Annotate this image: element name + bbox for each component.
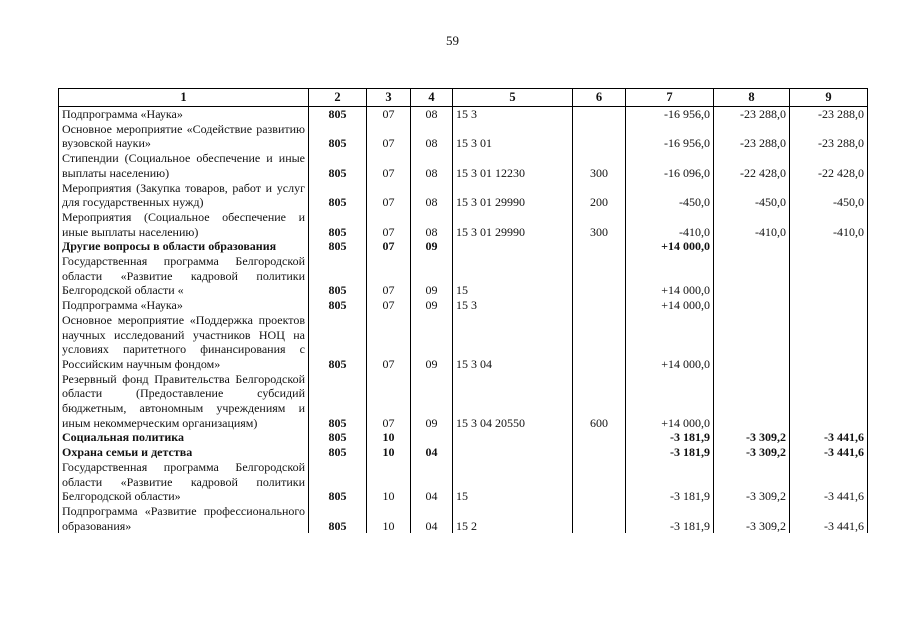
admin-code-cell: 805 bbox=[309, 239, 367, 254]
row-name-cell: Государственная программа Белгородской области «Развитие кадровой политики Белгородской области» bbox=[59, 460, 309, 504]
target-article-cell: 15 3 01 12230 bbox=[453, 151, 573, 180]
amount-year3-cell: -22 428,0 bbox=[790, 151, 868, 180]
amount-year2-cell: -3 309,2 bbox=[714, 445, 790, 460]
row-name-cell: Подпрограмма «Развитие профессионального образования» bbox=[59, 504, 309, 533]
expense-type-cell bbox=[573, 313, 626, 372]
table-row bbox=[59, 430, 868, 445]
amount-year1-cell: +14 000,0 bbox=[626, 372, 714, 431]
expense-type-cell bbox=[573, 445, 626, 460]
section-code-cell: 07 bbox=[367, 298, 411, 313]
header-cell: 1 bbox=[59, 89, 309, 107]
row-name-cell: Другие вопросы в области образования bbox=[59, 239, 309, 254]
section-code-cell: 10 bbox=[367, 504, 411, 533]
amount-year3-cell: -3 441,6 bbox=[790, 445, 868, 460]
table-row bbox=[59, 372, 868, 431]
table-row bbox=[59, 122, 868, 151]
subsection-code-cell: 08 bbox=[411, 181, 453, 210]
amount-year3-cell bbox=[790, 372, 868, 431]
table-row bbox=[59, 460, 868, 504]
table-header-row bbox=[59, 89, 868, 107]
section-code-cell: 07 bbox=[367, 122, 411, 151]
subsection-code-cell: 08 bbox=[411, 210, 453, 239]
section-code-cell: 10 bbox=[367, 430, 411, 445]
row-name-cell: Основное мероприятие «Содействие развитию вузовской науки» bbox=[59, 122, 309, 151]
amount-year1-cell: +14 000,0 bbox=[626, 298, 714, 313]
target-article-cell: 15 3 01 bbox=[453, 122, 573, 151]
admin-code-cell: 805 bbox=[309, 504, 367, 533]
row-name-cell: Социальная политика bbox=[59, 430, 309, 445]
amount-year1-cell: -410,0 bbox=[626, 210, 714, 239]
subsection-code-cell: 09 bbox=[411, 254, 453, 298]
table-row bbox=[59, 107, 868, 122]
subsection-code-cell: 04 bbox=[411, 445, 453, 460]
header-cell: 4 bbox=[411, 89, 453, 107]
amount-year1-cell: -16 956,0 bbox=[626, 122, 714, 151]
amount-year2-cell bbox=[714, 239, 790, 254]
row-name-cell: Государственная программа Белгородской области «Развитие кадровой политики Белгородской области « bbox=[59, 254, 309, 298]
amount-year2-cell: -3 309,2 bbox=[714, 430, 790, 445]
subsection-code-cell: 08 bbox=[411, 107, 453, 122]
target-article-cell bbox=[453, 430, 573, 445]
amount-year2-cell bbox=[714, 254, 790, 298]
admin-code-cell: 805 bbox=[309, 430, 367, 445]
admin-code-cell: 805 bbox=[309, 460, 367, 504]
admin-code-cell: 805 bbox=[309, 122, 367, 151]
header-cell: 3 bbox=[367, 89, 411, 107]
admin-code-cell: 805 bbox=[309, 445, 367, 460]
header-cell: 2 bbox=[309, 89, 367, 107]
table-row bbox=[59, 504, 868, 533]
expense-type-cell: 200 bbox=[573, 181, 626, 210]
target-article-cell: 15 3 01 29990 bbox=[453, 181, 573, 210]
admin-code-cell: 805 bbox=[309, 210, 367, 239]
budget-table bbox=[58, 88, 868, 533]
expense-type-cell bbox=[573, 298, 626, 313]
subsection-code-cell: 08 bbox=[411, 151, 453, 180]
amount-year1-cell: -16 956,0 bbox=[626, 107, 714, 122]
subsection-code-cell: 09 bbox=[411, 372, 453, 431]
amount-year1-cell: +14 000,0 bbox=[626, 254, 714, 298]
admin-code-cell: 805 bbox=[309, 372, 367, 431]
table-row bbox=[59, 313, 868, 372]
amount-year1-cell: -3 181,9 bbox=[626, 504, 714, 533]
subsection-code-cell: 08 bbox=[411, 122, 453, 151]
target-article-cell bbox=[453, 445, 573, 460]
subsection-code-cell: 09 bbox=[411, 298, 453, 313]
subsection-code-cell: 09 bbox=[411, 239, 453, 254]
expense-type-cell: 300 bbox=[573, 210, 626, 239]
target-article-cell: 15 3 04 20550 bbox=[453, 372, 573, 431]
admin-code-cell: 805 bbox=[309, 107, 367, 122]
expense-type-cell bbox=[573, 122, 626, 151]
amount-year1-cell: -3 181,9 bbox=[626, 445, 714, 460]
header-cell: 6 bbox=[573, 89, 626, 107]
target-article-cell: 15 bbox=[453, 460, 573, 504]
amount-year1-cell: -16 096,0 bbox=[626, 151, 714, 180]
amount-year3-cell: -23 288,0 bbox=[790, 122, 868, 151]
amount-year2-cell: -410,0 bbox=[714, 210, 790, 239]
expense-type-cell bbox=[573, 460, 626, 504]
header-cell: 5 bbox=[453, 89, 573, 107]
table-row bbox=[59, 445, 868, 460]
amount-year2-cell: -23 288,0 bbox=[714, 122, 790, 151]
row-name-cell: Мероприятия (Социальное обеспечение и иные выплаты населению) bbox=[59, 210, 309, 239]
subsection-code-cell: 09 bbox=[411, 313, 453, 372]
page-number: 59 bbox=[446, 33, 459, 48]
amount-year1-cell: +14 000,0 bbox=[626, 313, 714, 372]
section-code-cell: 07 bbox=[367, 181, 411, 210]
table-row bbox=[59, 210, 868, 239]
admin-code-cell: 805 bbox=[309, 313, 367, 372]
row-name-cell: Стипендии (Социальное обеспечение и иные выплаты населению) bbox=[59, 151, 309, 180]
amount-year3-cell bbox=[790, 298, 868, 313]
amount-year1-cell: -3 181,9 bbox=[626, 430, 714, 445]
amount-year3-cell: -3 441,6 bbox=[790, 430, 868, 445]
amount-year2-cell bbox=[714, 313, 790, 372]
section-code-cell: 07 bbox=[367, 151, 411, 180]
amount-year3-cell: -3 441,6 bbox=[790, 460, 868, 504]
amount-year3-cell bbox=[790, 313, 868, 372]
amount-year2-cell: -3 309,2 bbox=[714, 504, 790, 533]
section-code-cell: 07 bbox=[367, 239, 411, 254]
amount-year2-cell bbox=[714, 372, 790, 431]
amount-year3-cell: -410,0 bbox=[790, 210, 868, 239]
amount-year2-cell: -23 288,0 bbox=[714, 107, 790, 122]
section-code-cell: 07 bbox=[367, 210, 411, 239]
expense-type-cell: 300 bbox=[573, 151, 626, 180]
section-code-cell: 07 bbox=[367, 372, 411, 431]
table-row bbox=[59, 239, 868, 254]
row-name-cell: Подпрограмма «Наука» bbox=[59, 298, 309, 313]
amount-year2-cell: -450,0 bbox=[714, 181, 790, 210]
row-name-cell: Охрана семьи и детства bbox=[59, 445, 309, 460]
amount-year3-cell bbox=[790, 254, 868, 298]
amount-year1-cell: -3 181,9 bbox=[626, 460, 714, 504]
section-code-cell: 10 bbox=[367, 445, 411, 460]
table-body bbox=[59, 107, 868, 534]
header-cell: 8 bbox=[714, 89, 790, 107]
expense-type-cell bbox=[573, 107, 626, 122]
expense-type-cell bbox=[573, 504, 626, 533]
amount-year3-cell: -450,0 bbox=[790, 181, 868, 210]
target-article-cell: 15 2 bbox=[453, 504, 573, 533]
admin-code-cell: 805 bbox=[309, 151, 367, 180]
section-code-cell: 10 bbox=[367, 460, 411, 504]
subsection-code-cell bbox=[411, 430, 453, 445]
amount-year3-cell: -3 441,6 bbox=[790, 504, 868, 533]
table-row bbox=[59, 151, 868, 180]
section-code-cell: 07 bbox=[367, 254, 411, 298]
admin-code-cell: 805 bbox=[309, 181, 367, 210]
target-article-cell bbox=[453, 239, 573, 254]
admin-code-cell: 805 bbox=[309, 254, 367, 298]
row-name-cell: Резервный фонд Правительства Белгородской области (Предоставление субсидий бюджетным, автономным учреждениям и иным некоммерческим организациям) bbox=[59, 372, 309, 431]
target-article-cell: 15 3 bbox=[453, 298, 573, 313]
row-name-cell: Подпрограмма «Наука» bbox=[59, 107, 309, 122]
table-row bbox=[59, 181, 868, 210]
amount-year2-cell: -3 309,2 bbox=[714, 460, 790, 504]
subsection-code-cell: 04 bbox=[411, 460, 453, 504]
table-row bbox=[59, 254, 868, 298]
target-article-cell: 15 3 01 29990 bbox=[453, 210, 573, 239]
amount-year2-cell: -22 428,0 bbox=[714, 151, 790, 180]
target-article-cell: 15 3 bbox=[453, 107, 573, 122]
expense-type-cell bbox=[573, 254, 626, 298]
section-code-cell: 07 bbox=[367, 107, 411, 122]
header-cell: 9 bbox=[790, 89, 868, 107]
amount-year3-cell bbox=[790, 239, 868, 254]
amount-year2-cell bbox=[714, 298, 790, 313]
table-row bbox=[59, 298, 868, 313]
expense-type-cell bbox=[573, 430, 626, 445]
amount-year3-cell: -23 288,0 bbox=[790, 107, 868, 122]
amount-year1-cell: -450,0 bbox=[626, 181, 714, 210]
subsection-code-cell: 04 bbox=[411, 504, 453, 533]
expense-type-cell: 600 bbox=[573, 372, 626, 431]
target-article-cell: 15 3 04 bbox=[453, 313, 573, 372]
row-name-cell: Основное мероприятие «Поддержка проектов научных исследований участников НОЦ на условиях паритетного финансирования с Российским научным фондом» bbox=[59, 313, 309, 372]
amount-year1-cell: +14 000,0 bbox=[626, 239, 714, 254]
row-name-cell: Мероприятия (Закупка товаров, работ и услуг для государственных нужд) bbox=[59, 181, 309, 210]
header-cell: 7 bbox=[626, 89, 714, 107]
expense-type-cell bbox=[573, 239, 626, 254]
admin-code-cell: 805 bbox=[309, 298, 367, 313]
section-code-cell: 07 bbox=[367, 313, 411, 372]
target-article-cell: 15 bbox=[453, 254, 573, 298]
